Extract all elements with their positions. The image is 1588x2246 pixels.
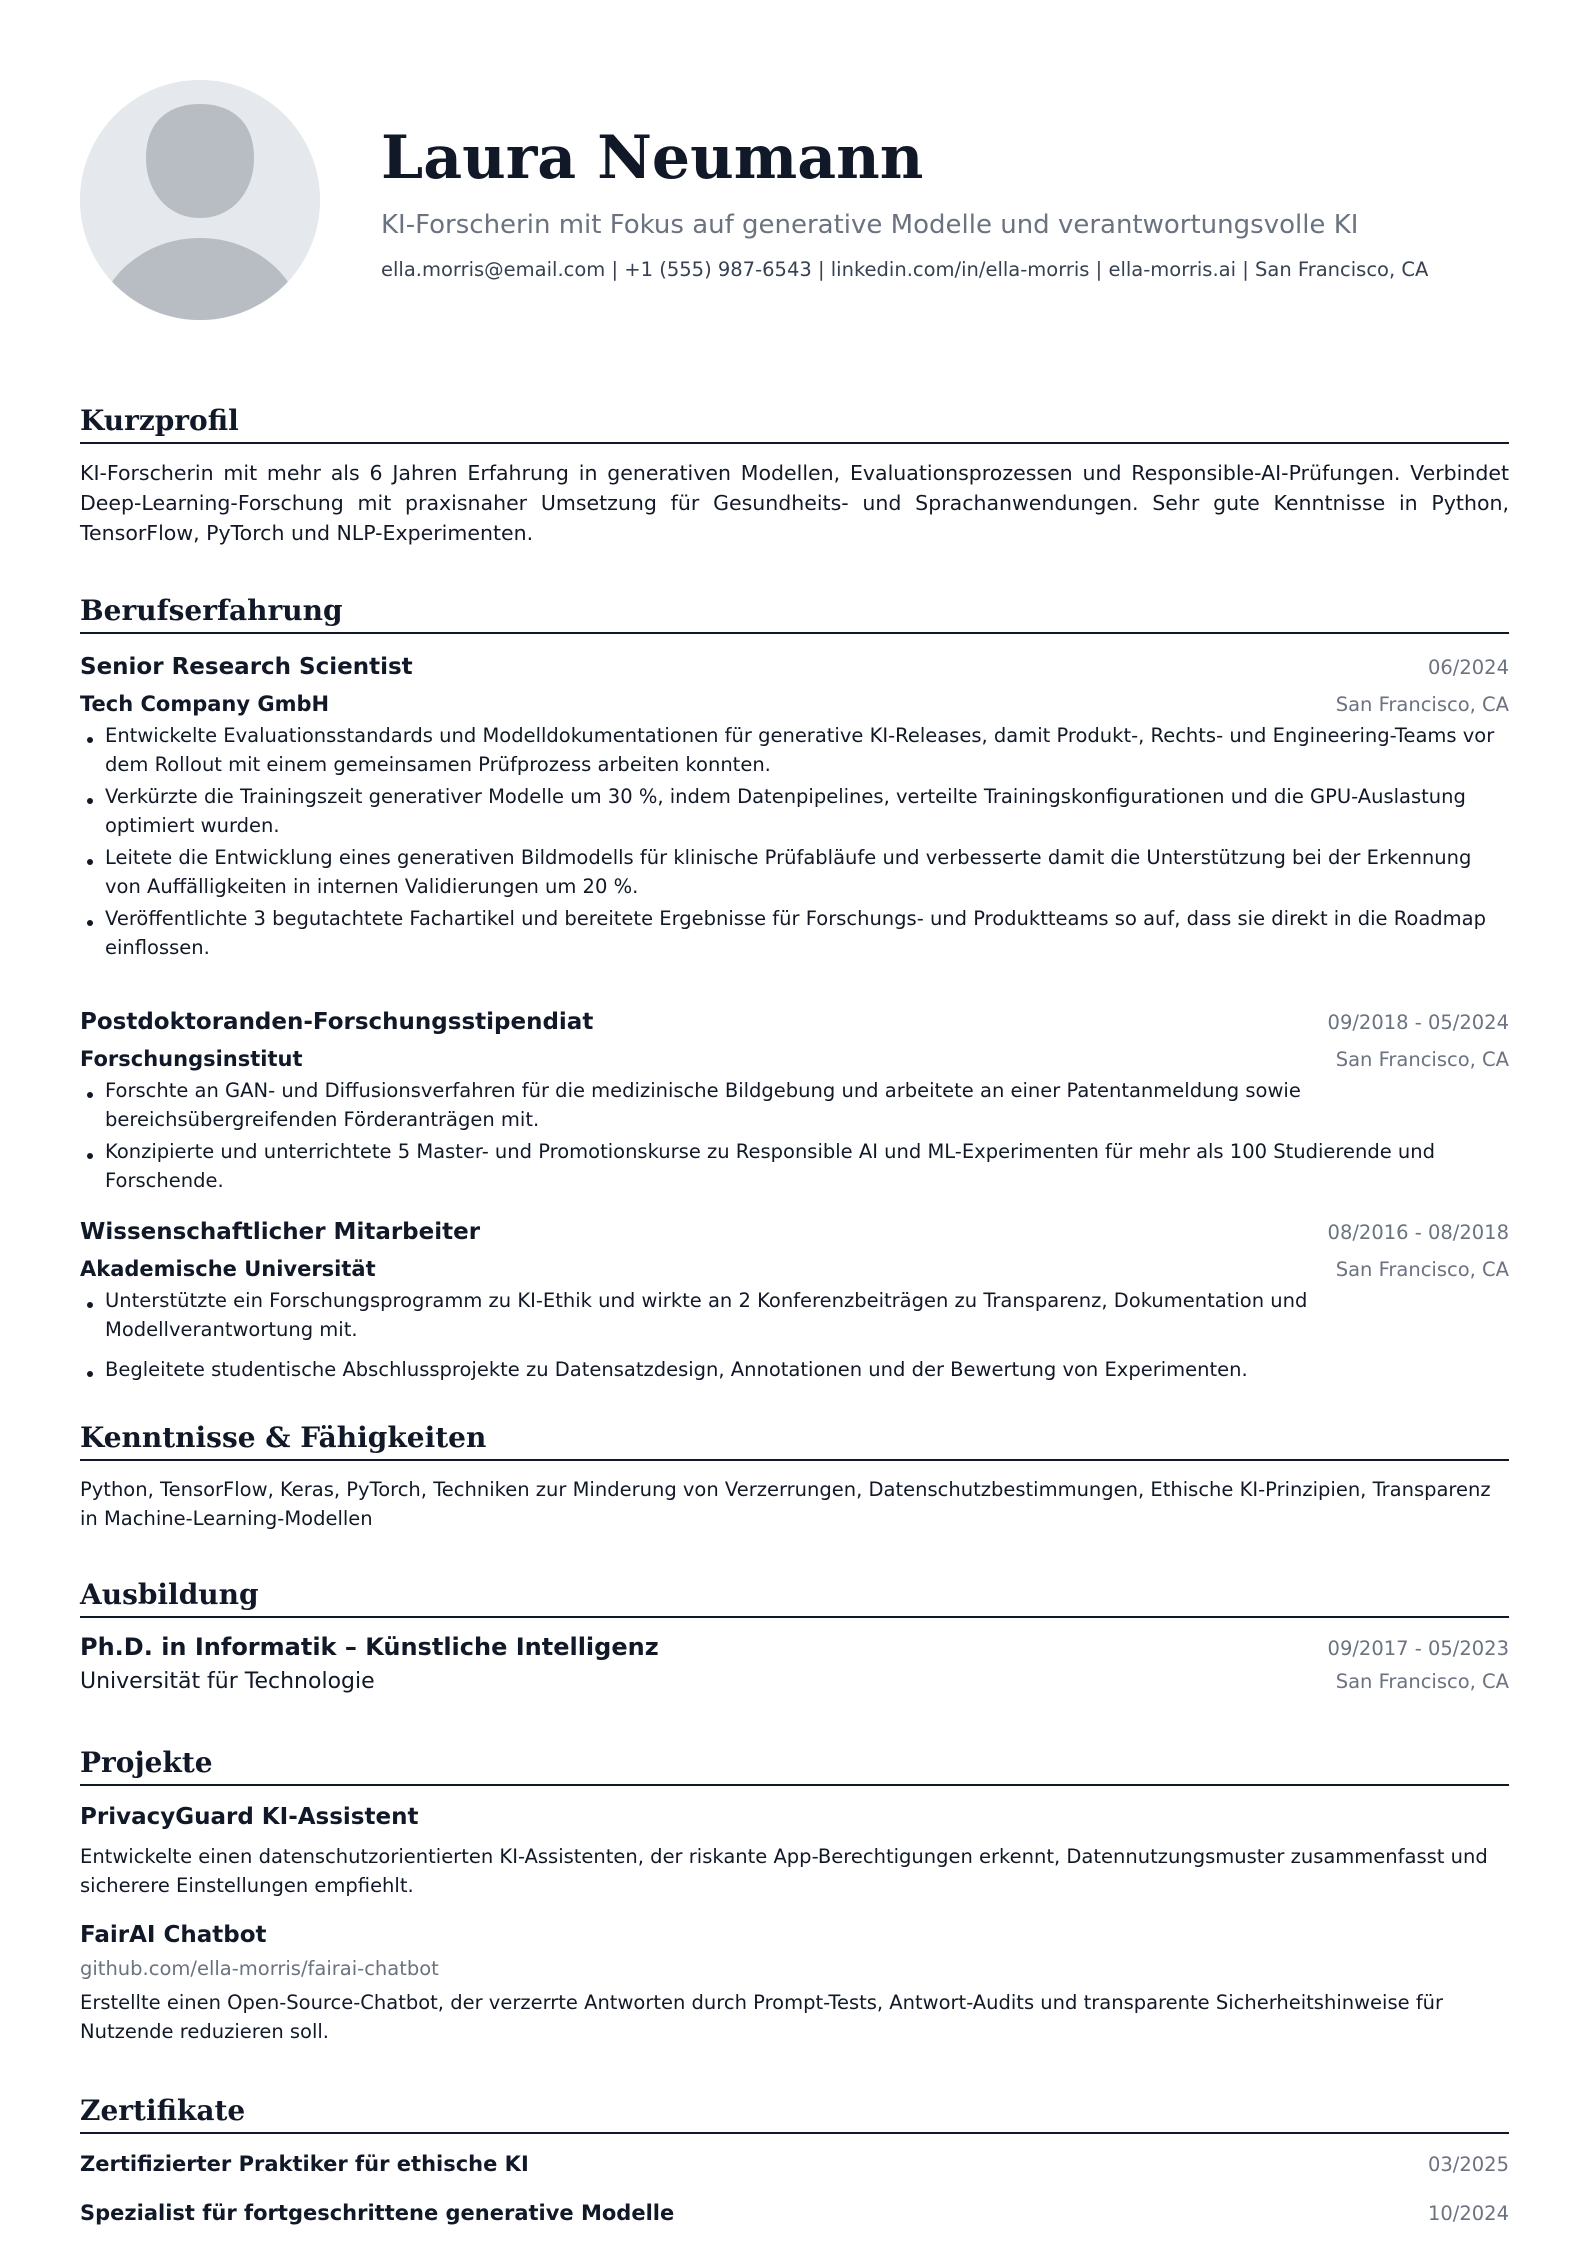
project-description: Entwickelte einen datenschutzorientierten KI-Assistenten, der riskante App-Berechtigungen erkennt, Datennutzungsmuster zusammenfasst und sicherere Einstellungen empfiehlt. [80,1845,1488,1897]
contact-line [381,256,1428,284]
bullet-item: Konzipierte und unterrichtete 5 Master- und Promotionskurse zu Responsible AI und ML-Experimenten für mehr als 100 Studierende und Forschende. [80,1138,1509,1195]
section-title-experience: Berufserfahrung [80,592,1509,634]
job-date: 06/2024 [1427,656,1509,679]
summary-section [80,402,1509,548]
certificate-title: Spezialist für fortgeschrittene generative Modelle [80,2201,675,2225]
education-date: 09/2017 - 05/2023 [1327,1637,1509,1660]
job-date: 09/2018 - 05/2024 [1327,1011,1509,1034]
job-bullets [80,1077,1509,1195]
bullet-item: Leitete die Entwicklung eines generativen Bildmodells für klinische Prüfabläufe und verbesserte damit die Unterstützung bei der Erkennung von Auffälligkeiten in internen Validierungen um 20 %. [80,844,1509,901]
skills-text: Python, TensorFlow, Keras, PyTorch, Techniken zur Minderung von Verzerrungen, Datenschutzbestimmungen, Ethische KI-Prinzipien, Transparenz in Machine-Learning-Modellen [80,1478,1491,1530]
person-placeholder-icon [80,80,320,320]
job-location: San Francisco, CA [1335,693,1509,716]
bullet-item: Verkürzte die Trainingszeit generativer Modelle um 30 %, indem Datenpipelines, verteilte Trainingskonfigurationen und die GPU-Auslastung optimiert wurden. [80,783,1509,840]
project-title: PrivacyGuard KI-Assistent [80,1804,419,1830]
section-title-summary: Kurzprofil [80,402,1509,444]
contact-location: San Francisco, CA [1255,258,1429,281]
contact-separator: | [817,258,825,281]
bullet-item: Forschte an GAN- und Diffusionsverfahren für die medizinische Bildgebung und arbeitete an einer Patentanmeldung sowie bereichsübergreifenden Förderanträgen mit. [80,1077,1509,1134]
certificate-title: Zertifizierter Praktiker für ethische KI [80,2152,529,2176]
bullet-item: Entwickelte Evaluationsstandards und Modelldokumentationen für generative KI-Releases, damit Produkt-, Rechts- und Engineering-Teams vor dem Rollout mit einem gemeinsamen Prüfprozess arbeiten konnten. [80,722,1509,779]
projects-section [80,1744,1509,2046]
header [381,118,1428,284]
education-section [80,1576,1509,1698]
project-title: FairAI Chatbot [80,1922,267,1948]
certificates-section [80,2092,1509,2229]
headline: KI-Forscherin mit Fokus auf generative Modelle und verantwortungsvolle KI [381,210,1359,240]
section-title-skills: Kenntnisse & Fähigkeiten [80,1419,1509,1461]
contact-website[interactable]: ella-morris.ai [1108,258,1237,281]
job-title: Senior Research Scientist [80,654,413,680]
contact-separator: | [1242,258,1249,281]
project-link[interactable]: github.com/ella-morris/fairai-chatbot [80,1957,439,1980]
candidate-name: Laura Neumann [381,123,924,193]
job-entry [80,1005,1509,1199]
job-bullets [80,722,1509,962]
company-name: Tech Company GmbH [80,692,330,716]
school-name: Universität für Technologie [80,1669,375,1694]
contact-separator: | [1095,258,1103,281]
job-title: Postdoktoranden-Forschungsstipendiat [80,1009,594,1035]
job-date: 08/2016 - 08/2018 [1327,1221,1509,1244]
company-name: Forschungsinstitut [80,1047,303,1071]
company-name: Akademische Universität [80,1257,376,1281]
job-location: San Francisco, CA [1335,1048,1509,1071]
certificate-date: 10/2024 [1427,2202,1509,2225]
summary-text: KI-Forscherin mit mehr als 6 Jahren Erfahrung in generativen Modellen, Evaluationsprozessen und Responsible-AI-Prüfungen. Verbindet Deep-Learning-Forschung mit praxisnaher Umsetzung für Gesundheits- und Sprachanwendungen. Sehr gute Kenntnisse in Python, TensorFlow, PyTorch und NLP-Experimenten. [80,461,1509,545]
job-bullets [80,1287,1509,1385]
section-title-education: Ausbildung [80,1576,1509,1618]
job-entry [80,650,1509,966]
job-title: Wissenschaftlicher Mitarbeiter [80,1219,481,1245]
section-title-projects: Projekte [80,1744,1509,1786]
contact-linkedin[interactable]: linkedin.com/in/ella-morris [830,258,1090,281]
degree-title: Ph.D. in Informatik – Künstliche Intelligenz [80,1633,659,1661]
contact-separator: | [611,258,619,281]
avatar [80,80,320,320]
bullet-item: Veröffentlichte 3 begutachtete Fachartikel und bereitete Ergebnisse für Forschungs- und Produktteams so auf, dass sie direkt in die Roadmap einflossen. [80,905,1509,962]
experience-section [80,592,1509,634]
education-location: San Francisco, CA [1335,1670,1509,1693]
contact-phone[interactable]: +1 (555) 987-6543 [624,258,812,281]
job-entry [80,1215,1509,1389]
bullet-item: Begleitete studentische Abschlussprojekte zu Datensatzdesign, Annotationen und der Bewertung von Experimenten. [80,1356,1509,1385]
certificate-date: 03/2025 [1427,2153,1509,2176]
project-description: Erstellte einen Open-Source-Chatbot, der verzerrte Antworten durch Prompt-Tests, Antwort-Audits und transparente Sicherheitshinweise für Nutzende reduzieren soll. [80,1991,1444,2043]
section-title-certificates: Zertifikate [80,2092,1509,2134]
bullet-item: Unterstützte ein Forschungsprogramm zu KI-Ethik und wirkte an 2 Konferenzbeiträgen zu Transparenz, Dokumentation und Modellverantwortung mit. [80,1287,1509,1344]
contact-email[interactable]: ella.morris@email.com [381,258,606,281]
job-location: San Francisco, CA [1335,1258,1509,1281]
skills-section [80,1419,1509,1533]
